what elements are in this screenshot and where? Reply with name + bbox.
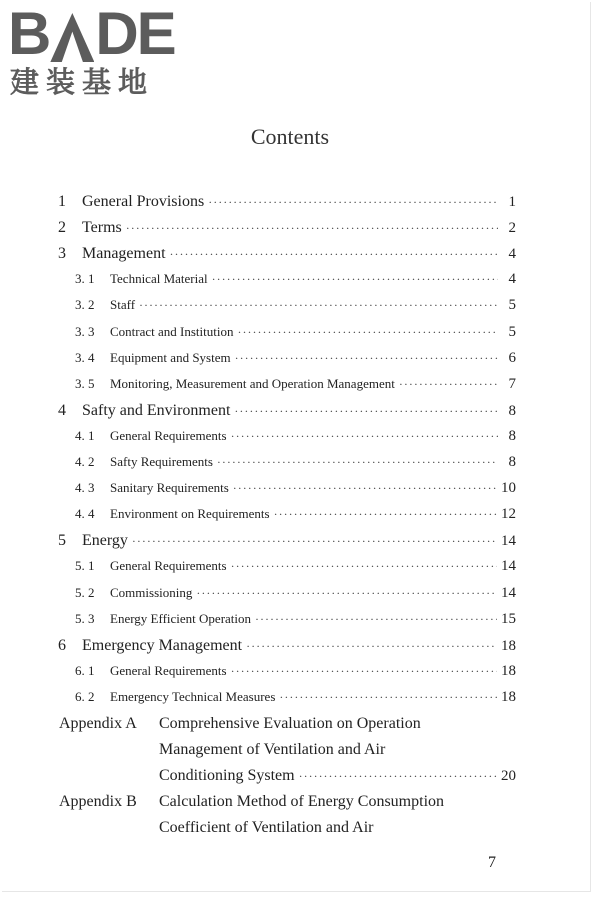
toc-entry-label: Monitoring, Measurement and Operation Management xyxy=(110,375,395,391)
logo-letter-b: B xyxy=(8,0,50,67)
toc-entry-label: General Provisions xyxy=(82,193,205,210)
dot-leader xyxy=(126,221,498,236)
dot-leader xyxy=(231,664,497,679)
logo-wordmark xyxy=(8,0,175,67)
dot-leader xyxy=(399,377,498,392)
toc-entry-page: 4 xyxy=(508,246,516,263)
toc-entry-page: 14 xyxy=(501,584,516,601)
toc-entry[interactable] xyxy=(75,611,516,628)
toc-entry-page: 18 xyxy=(501,637,516,654)
toc-entry-page: 12 xyxy=(501,506,516,523)
dot-leader xyxy=(274,507,497,522)
toc-entry-number: 4. 4 xyxy=(75,506,95,522)
dot-leader xyxy=(231,559,497,574)
toc-entry-page: 7 xyxy=(508,375,516,392)
toc-entry-label: General Requirements xyxy=(110,662,227,678)
dot-leader xyxy=(233,481,497,496)
toc-entry-page: 6 xyxy=(508,349,516,366)
toc-entry[interactable] xyxy=(58,637,516,655)
toc-entry-page: 8 xyxy=(508,402,516,419)
toc-entry-label: Safty and Environment xyxy=(82,401,231,419)
toc-entry-number: 5. 3 xyxy=(75,610,95,626)
toc-entry-page: 18 xyxy=(501,662,516,679)
dot-leader xyxy=(246,639,497,654)
dot-leader xyxy=(208,195,498,210)
toc-entry[interactable] xyxy=(75,585,516,602)
toc-entry-page: 5 xyxy=(508,297,516,314)
dot-leader xyxy=(234,404,498,419)
toc-entry-page: 8 xyxy=(508,427,516,444)
toc-entry-number: 3. 5 xyxy=(75,375,95,391)
toc-entry[interactable] xyxy=(75,350,516,367)
toc-entry-label: Management xyxy=(82,245,166,263)
toc-entry-number: 5. 1 xyxy=(75,558,95,574)
toc-entry-number: 4. 1 xyxy=(75,427,95,443)
toc-entry-page: 10 xyxy=(501,480,516,497)
logo-a-triangle-icon xyxy=(50,13,94,62)
toc-entry-label: Equipment and System xyxy=(110,349,231,365)
toc-entry-page: 8 xyxy=(508,454,516,470)
appendix-label[interactable]: Appendix A xyxy=(59,715,137,732)
toc-entry-label: Contract and Institution xyxy=(110,323,234,339)
appendix-title-line: Comprehensive Evaluation on Operation xyxy=(159,715,421,732)
toc-entry-label: Emergency Technical Measures xyxy=(110,688,276,704)
appendix-title-line[interactable] xyxy=(159,767,516,785)
dot-leader xyxy=(139,298,498,313)
toc-entry-number: 6. 1 xyxy=(75,662,95,678)
toc-entry-label: Emergency Management xyxy=(82,636,243,654)
logo-chinese-text: 建装基地 xyxy=(10,65,155,99)
toc-entry[interactable] xyxy=(75,454,516,471)
toc-entry[interactable] xyxy=(75,558,516,575)
toc-entry[interactable] xyxy=(75,271,516,288)
toc-entry[interactable] xyxy=(75,428,516,445)
toc-entry-page: 1 xyxy=(508,194,516,210)
toc-entry-page: 2 xyxy=(508,220,516,237)
bade-logo xyxy=(8,0,175,101)
appendix-page: 20 xyxy=(501,768,516,784)
appendix-title-line: Calculation Method of Energy Consumption xyxy=(159,793,445,810)
dot-leader xyxy=(196,586,497,601)
toc-entry-number: 3. 2 xyxy=(75,297,95,313)
logo-letters-de: DE xyxy=(95,0,175,67)
toc-entry-label: Safty Requirements xyxy=(110,454,213,469)
toc-entry-page: 18 xyxy=(501,688,516,705)
toc-entry-label: Staff xyxy=(110,297,136,313)
toc-entry-label: Terms xyxy=(82,219,122,237)
toc-entry-label: Sanitary Requirements xyxy=(110,480,229,496)
toc-entry[interactable] xyxy=(75,324,516,341)
dot-leader xyxy=(255,612,497,627)
dot-leader xyxy=(212,272,498,287)
toc-entry-number: 5. 2 xyxy=(75,584,95,600)
toc-entry-label: Energy xyxy=(82,532,128,550)
toc-entry-number: 2 xyxy=(58,219,66,237)
toc-entry[interactable] xyxy=(58,532,516,550)
toc-entry-number: 4 xyxy=(58,401,66,419)
toc-entry-number: 6 xyxy=(58,636,66,654)
dot-leader xyxy=(237,325,498,340)
toc-entry[interactable] xyxy=(75,480,516,497)
toc-entry-number: 4. 3 xyxy=(75,480,95,496)
toc-entry[interactable] xyxy=(75,663,516,680)
toc-entry-number: 3. 4 xyxy=(75,349,95,365)
toc-entry-label: Technical Material xyxy=(110,271,208,287)
toc-entry[interactable] xyxy=(58,193,516,211)
toc-entry-page: 14 xyxy=(501,558,516,575)
toc-entry[interactable] xyxy=(58,219,516,237)
toc-entry-page: 15 xyxy=(501,610,516,627)
appendix-title-line: Coefficient of Ventilation and Air xyxy=(159,819,374,836)
dot-leader xyxy=(235,351,498,366)
toc-entry[interactable] xyxy=(75,297,516,314)
toc-entry-label: General Requirements xyxy=(110,427,227,443)
dot-leader xyxy=(132,534,497,549)
dot-leader xyxy=(299,769,497,784)
appendix-title-line: Management of Ventilation and Air xyxy=(159,741,386,758)
toc-entry-label: General Requirements xyxy=(110,558,227,574)
toc-entry-label: Environment on Requirements xyxy=(110,506,270,522)
toc-entry-number: 6. 2 xyxy=(75,688,95,704)
toc-entry[interactable] xyxy=(75,376,516,393)
appendix-label[interactable]: Appendix B xyxy=(59,793,137,810)
toc-entry-number: 3. 3 xyxy=(75,323,95,339)
toc-entry[interactable] xyxy=(58,402,516,420)
toc-entry-number: 3. 1 xyxy=(75,271,95,287)
toc-entry[interactable] xyxy=(75,689,516,706)
appendix-title-text: Conditioning System xyxy=(159,767,295,784)
dot-leader xyxy=(217,455,498,470)
dot-leader xyxy=(231,429,498,444)
toc-entry-label: Commissioning xyxy=(110,584,193,600)
toc-entry-page: 5 xyxy=(508,323,516,340)
dot-leader xyxy=(170,247,498,262)
toc-entry[interactable] xyxy=(58,245,516,263)
toc-entry-number: 5 xyxy=(58,532,66,550)
page-number: 7 xyxy=(488,854,496,871)
toc-entry-page: 14 xyxy=(501,533,516,550)
toc-entry[interactable] xyxy=(75,506,516,523)
toc-entry-number: 4. 2 xyxy=(75,454,95,469)
toc-entry-number: 1 xyxy=(58,193,66,210)
page-title: Contents xyxy=(250,124,330,149)
toc-entry-label: Energy Efficient Operation xyxy=(110,610,252,626)
toc-entry-page: 4 xyxy=(508,271,516,288)
dot-leader xyxy=(279,690,497,705)
toc-entry-number: 3 xyxy=(58,245,66,263)
